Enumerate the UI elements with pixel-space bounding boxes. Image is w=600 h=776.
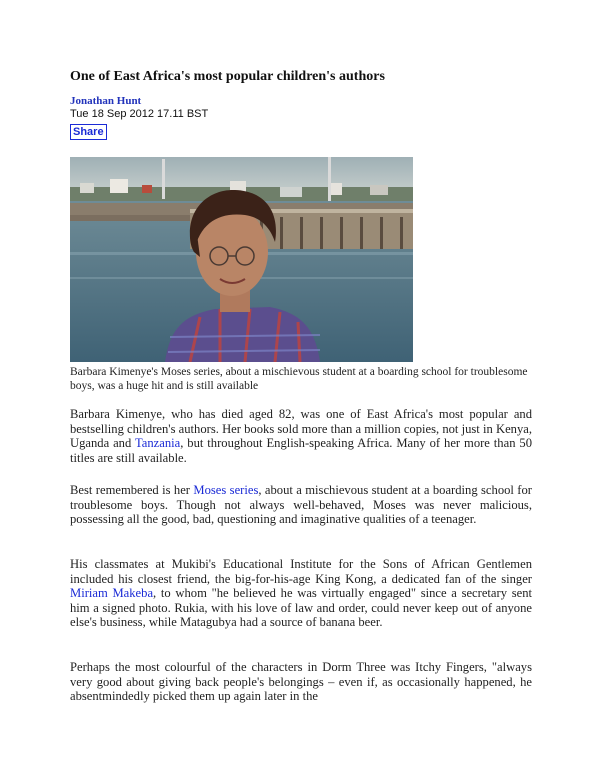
paragraph-text: Barbara Kimenye, who has died aged 82, was one of East Africa's most popular and bestselling children's authors. Her books sold more than a million copies, not just in Kenya, Uganda and: [70, 407, 532, 450]
share-button[interactable]: Share: [70, 124, 107, 140]
paragraph-4: [70, 660, 532, 704]
paragraph-text: Perhaps the most colourful of the characters in Dorm Three was Itchy Fingers, "always very good about giving back people's belongings – even if, as occasionally happened, he absentmindedly picked them up again later in the: [70, 660, 532, 703]
paragraph-text: Best remembered is her: [70, 483, 194, 497]
moses-series-link[interactable]: Moses series: [193, 483, 259, 497]
paragraph-text: , to whom "he believed he was virtually engaged" since a secretary sent him a signed photo. Rukia, with his love of law and order, could never keep out of anyone else's business, while Matagubya had a source of banana beer.: [70, 586, 532, 629]
paragraph-text: , but throughout English-speaking Africa. Many of her more than 50 titles are still available.: [70, 436, 532, 465]
miriam-makeba-link[interactable]: Miriam Makeba: [70, 586, 154, 600]
article-photo: [70, 157, 413, 362]
paragraph-2: [70, 483, 532, 527]
paragraph-text: His classmates at Mukibi's Educational Institute for the Sons of African Gentlemen included his closest friend, the big-for-his-age King Kong, a dedicated fan of the singer: [70, 557, 532, 586]
paragraph-text: , about a mischievous student at a boarding school for troublesome boys. Though not always well-behaved, Moses was never malicious, possessing all the good, bad, questioning and imaginative qualities of a teenager.: [70, 483, 532, 526]
article-title: One of East Africa's most popular children's authors: [70, 69, 385, 84]
publish-date: Tue 18 Sep 2012 17.11 BST: [70, 108, 209, 120]
photo-caption: Barbara Kimenye's Moses series, about a mischievous student at a boarding school for troublesome boys, was a huge hit and is still available: [70, 366, 528, 392]
paragraph-3: [70, 557, 532, 630]
author-link[interactable]: Jonathan Hunt: [70, 95, 142, 107]
paragraph-1: [70, 407, 532, 465]
tanzania-link[interactable]: Tanzania: [134, 436, 181, 450]
portrait-photo-icon: [70, 157, 413, 362]
